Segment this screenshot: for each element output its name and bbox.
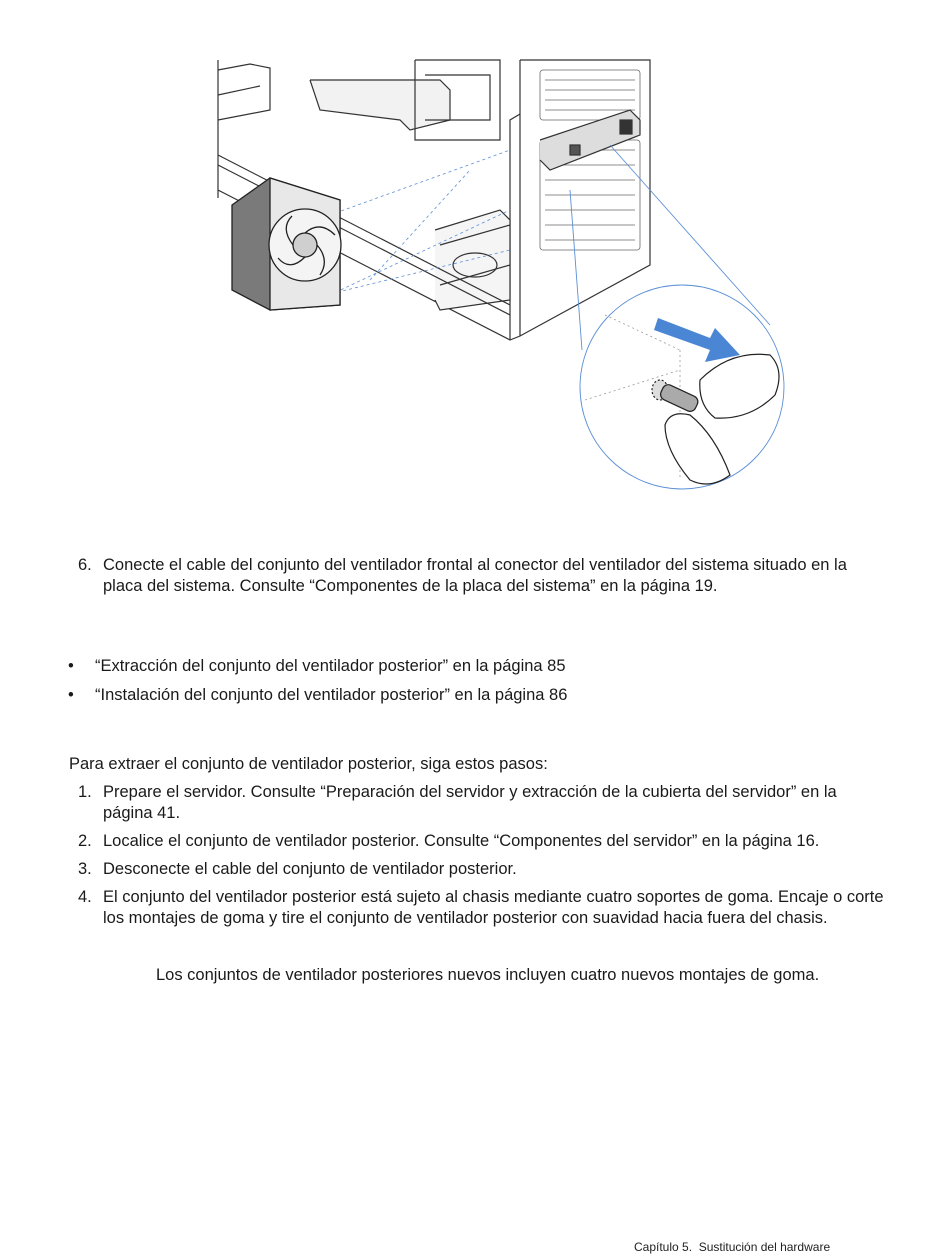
related-link[interactable]: “Extracción del conjunto del ventilador posterior” en la página 85 bbox=[95, 657, 566, 675]
step-text: Localice el conjunto de ventilador posterior. Consulte “Componentes del servidor” en la página 16. bbox=[103, 832, 820, 850]
step-number: 1. bbox=[78, 783, 92, 801]
fan-removal-illustration bbox=[210, 50, 800, 500]
step-4 bbox=[78, 887, 888, 929]
step-3 bbox=[78, 859, 888, 880]
procedure-intro: Para extraer el conjunto de ventilador posterior, siga estos pasos: bbox=[69, 755, 548, 773]
step-text: Prepare el servidor. Consulte “Preparación del servidor y extracción de la cubierta del servidor” en la página 41. bbox=[103, 783, 837, 822]
procedure-steps bbox=[78, 782, 888, 936]
step-number: 3. bbox=[78, 860, 92, 878]
step-number: 2. bbox=[78, 832, 92, 850]
list-item bbox=[68, 656, 888, 677]
step-1 bbox=[78, 782, 888, 824]
list-item bbox=[68, 685, 888, 706]
bullet-icon: • bbox=[68, 686, 74, 704]
page-footer: Capítulo 5. Sustitución del hardware bbox=[634, 1240, 831, 1254]
chassis-drawing bbox=[210, 50, 800, 500]
step-number: 6. bbox=[78, 556, 92, 574]
step-text: Desconecte el cable del conjunto de ventilador posterior. bbox=[103, 860, 517, 878]
note-text: Los conjuntos de ventilador posteriores nuevos incluyen cuatro nuevos montajes de goma. bbox=[156, 966, 820, 984]
step-6 bbox=[78, 555, 888, 597]
step-text: El conjunto del ventilador posterior está sujeto al chasis mediante cuatro soportes de goma. Encaje o corte los montajes de goma y tire el conjunto de ventilador posterior con suavidad hacia fuera del chasis. bbox=[103, 888, 884, 927]
related-link[interactable]: “Instalación del conjunto del ventilador posterior” en la página 86 bbox=[95, 686, 568, 704]
step-text: Conecte el cable del conjunto del ventilador frontal al conector del ventilador del sistema situado en la placa del sistema. Consulte “Componentes de la placa del sistema” en la página 19. bbox=[103, 556, 847, 595]
bullet-icon: • bbox=[68, 657, 74, 675]
related-tasks-list bbox=[68, 656, 888, 714]
step-2 bbox=[78, 831, 888, 852]
step-number: 4. bbox=[78, 888, 92, 906]
